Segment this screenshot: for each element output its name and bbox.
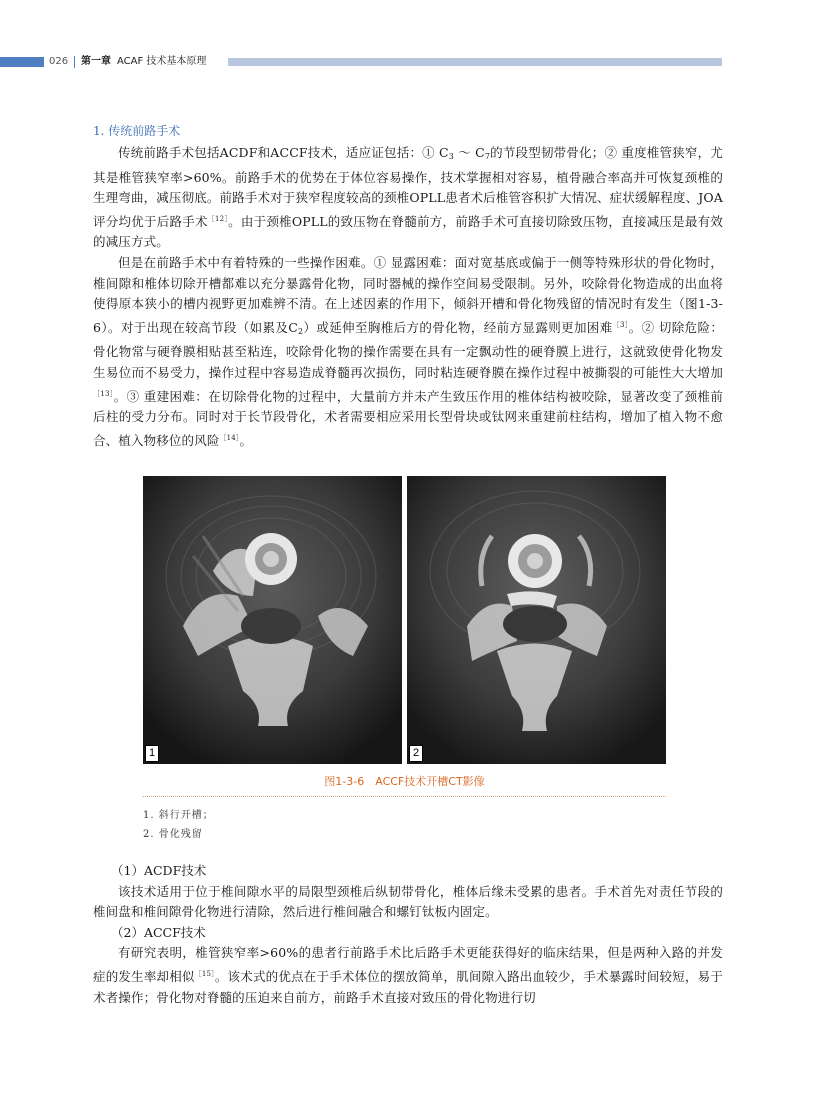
figure-legend: [143, 806, 214, 844]
paragraph-acdf: 该技术适用于位于椎间隙水平的局限型颈椎后纵韧带骨化，椎体后缘未受累的患者。手术首先对责任节段的椎间盘和椎间隙骨化物进行清除，然后进行椎间融合和螺钉钛板内固定。: [93, 883, 723, 920]
panel-label-1: 1: [145, 745, 159, 762]
legend-item-1: 1. 斜行开槽；: [143, 810, 214, 821]
page-number: 026: [49, 56, 69, 67]
figure-caption: 图1-3-6 ACCF技术开槽CT影像: [324, 775, 485, 788]
subsection-heading-accf: （2）ACCF技术: [111, 924, 206, 940]
header-rule-bar: [228, 58, 722, 66]
paragraph-accf: 有研究表明，椎管狭窄率>60%的患者行前路手术比后路手术更能获得好的临床结果，但是两种入路的并发症的发生率却相似$^{[15]}$。该术式的优点在于手术体位的摆放简单，肌间隙入路出血较少，手术暴露时间较短，易于术者操作；骨化物对脊髓的压迫来自前方，前路手术直接对致压的骨化物进行切: [93, 945, 724, 1005]
ct-figure: [143, 476, 666, 764]
ct-panel-2: [407, 476, 666, 764]
ct-image-oblique-groove: [143, 476, 402, 764]
chapter-label: 第一章: [81, 56, 111, 67]
citation: ［15］: [194, 969, 215, 978]
header-separator: [74, 56, 75, 68]
paragraph-1: 传统前路手术包括ACDF和ACCF技术，适应证包括：① $C_3$ ～ $C_7$的节段型韧带骨化；② 重度椎管狭窄，尤其是椎管狭窄率>60%。前路手术的优势在于体位容易操作，技术掌握相对容易，植骨融合率高并可恢复颈椎的生理弯曲，减压彻底。前路手术对于狭窄程度较高的颈椎OPLL患者术后椎管容积扩大情况、症状缓解程度、JOA评分均优于后路手术$^{[12]}$。由于颈椎OPLL的致压物在脊髓前方，前路手术可直接切除致压物，直接减压是最有效的减压方式。: [93, 145, 723, 250]
citation: ［12］: [207, 214, 229, 223]
ct-panel-1: [143, 476, 402, 764]
caption-divider: [143, 796, 666, 797]
section-heading: 1. 传统前路手术: [93, 124, 181, 138]
legend-item-2: 2. 骨化残留: [143, 829, 203, 840]
body-bottom: [93, 861, 723, 1008]
citation: ［3］: [612, 320, 629, 329]
running-head: [81, 55, 206, 69]
citation: ［13］: [93, 389, 114, 398]
citation: ［14］: [219, 433, 240, 442]
panel-label-2: 2: [409, 745, 423, 762]
ct-image-residual-ossification: [407, 476, 666, 764]
subsection-heading-acdf: （1）ACDF技术: [111, 863, 207, 878]
body-top: [93, 121, 723, 451]
chapter-title: ACAF 技术基本原理: [117, 56, 207, 67]
header-accent-bar: [0, 57, 44, 67]
paragraph-2: 但是在前路手术中有着特殊的一些操作困难。① 显露困难：面对宽基底或偏于一侧等特殊形状的骨化物时，椎间隙和椎体切除开槽都难以充分暴露骨化物，同时器械的操作空间易受限制。另外，咬除骨化物造成的出血将使得原本狭小的槽内视野更加难辨不清。在上述因素的作用下，倾斜开槽和骨化物残留的情况时有发生（图1-3-6）。对于出现在较高节段（如累及$C_2$）或延伸至胸椎后方的骨化物，经前方显露则更加困难$^{[3]}$。② 切除危险：骨化物常与硬脊膜相贴甚至粘连，咬除骨化物的操作需要在具有一定飘动性的硬脊膜上进行，这就致使骨化物发生易位而不易受力，操作过程中容易造成脊髓再次损伤，同时粘连硬脊膜在操作过程中被撕裂的可能性大大增加$^{[13]}$。③ 重建困难：在切除骨化物的过程中，大量前方并未产生致压作用的椎体结构被咬除，显著改变了颈椎前后柱的受力分布。同时对于长节段骨化，术者需要相应采用长型骨块或钛网来重建前柱结构，增加了植入物不愈合、植入物移位的风险$^{[14]}$。: [93, 254, 723, 448]
